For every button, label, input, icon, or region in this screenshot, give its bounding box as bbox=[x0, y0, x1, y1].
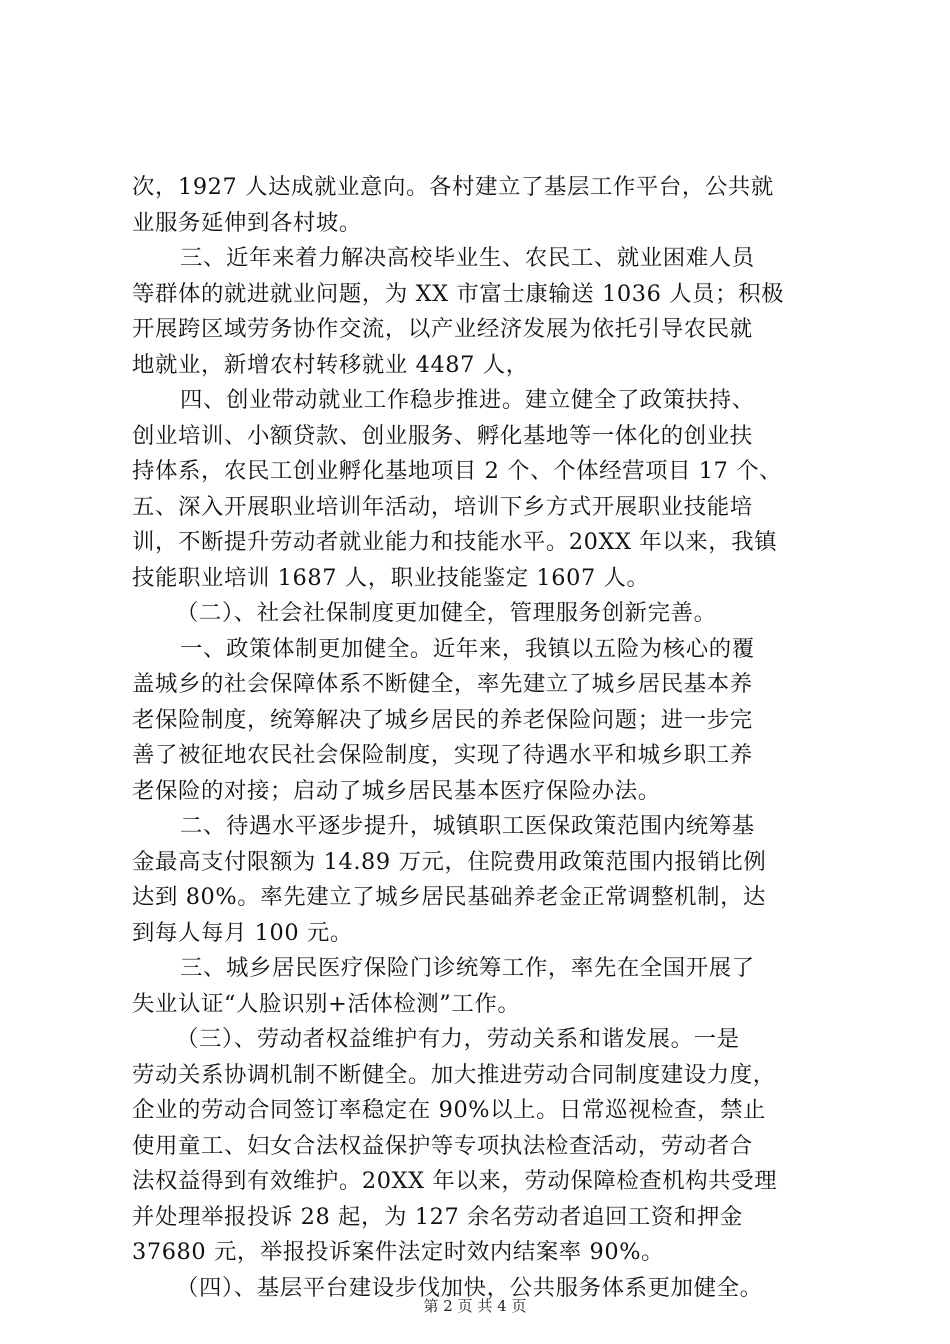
body-text bbox=[132, 170, 844, 1306]
text-line: 失业认证“人脸识别+活体检测”工作。 bbox=[132, 990, 521, 1017]
text-line: 企业的劳动合同签订率稳定在 90%以上。日常巡视检查，禁止 bbox=[132, 1097, 767, 1123]
text-line: 地就业，新增农村转移就业 4487 人， bbox=[132, 351, 529, 378]
text-line: 法权益得到有效维护。20XX 年以来，劳动保障检查机构共受理 bbox=[132, 1168, 778, 1194]
text-line: 次，1927 人达成就业意向。各村建立了基层工作平台，公共就 bbox=[132, 174, 774, 200]
text-line: 二、待遇水平逐步提升，城镇职工医保政策范围内统筹基 bbox=[180, 813, 755, 839]
text-line: 技能职业培训 1687 人，职业技能鉴定 1607 人。 bbox=[132, 564, 650, 591]
text-line: 业服务延伸到各村坡。 bbox=[132, 209, 362, 236]
text-line: 等群体的就进就业问题，为 XX 市富士康输送 1036 人员；积极 bbox=[132, 280, 785, 307]
text-line: 五、深入开展职业培训年活动，培训下乡方式开展职业技能培 bbox=[132, 493, 753, 520]
text-line: 劳动关系协调机制不断健全。加大推进劳动合同制度建设力度， bbox=[132, 1061, 776, 1088]
text-line: 三、城乡居民医疗保险门诊统筹工作，率先在全国开展了 bbox=[180, 955, 755, 981]
text-line: 训，不断提升劳动者就业能力和技能水平。20XX 年以来，我镇 bbox=[132, 529, 778, 555]
text-line: 一、政策体制更加健全。近年来，我镇以五险为核心的覆 bbox=[180, 635, 755, 662]
section-heading: （三）、劳动者权益维护有力，劳动关系和谐发展。一是 bbox=[176, 1026, 740, 1052]
text-line: 盖城乡的社会保障体系不断健全，率先建立了城乡居民基本养 bbox=[132, 671, 753, 697]
section-heading: （二）、社会社保制度更加健全，管理服务创新完善。 bbox=[176, 600, 717, 626]
text-line: 金最高支付限额为 14.89 万元，住院费用政策范围内报销比例 bbox=[132, 848, 767, 875]
text-line: 三、近年来着力解决高校毕业生、农民工、就业困难人员 bbox=[180, 245, 755, 271]
text-line: 37680 元，举报投诉案件法定时效内结案率 90%。 bbox=[132, 1239, 665, 1265]
text-line: 老保险的对接；启动了城乡居民基本医疗保险办法。 bbox=[132, 777, 661, 804]
text-line: 善了被征地农民社会保险制度，实现了待遇水平和城乡职工养 bbox=[132, 742, 753, 768]
text-line: 到每人每月 100 元。 bbox=[132, 919, 353, 946]
text-line: 创业培训、小额贷款、创业服务、孵化基地等一体化的创业扶 bbox=[132, 422, 753, 449]
text-line: 四、创业带动就业工作稳步推进。建立健全了政策扶持、 bbox=[180, 387, 755, 413]
text-line: 老保险制度，统筹解决了城乡居民的养老保险问题；进一步完 bbox=[132, 706, 753, 733]
text-line: 使用童工、妇女合法权益保护等专项执法检查活动，劳动者合 bbox=[132, 1132, 753, 1159]
text-line: 达到 80%。率先建立了城乡居民基础养老金正常调整机制，达 bbox=[132, 884, 767, 910]
text-line: 开展跨区域劳务协作交流，以产业经济发展为依托引导农民就 bbox=[132, 316, 753, 342]
text-line: 并处理举报投诉 28 起，为 127 余名劳动者追回工资和押金 bbox=[132, 1203, 743, 1230]
page-footer: 第 2 页 共 4 页 bbox=[423, 1297, 527, 1315]
text-line: 持体系，农民工创业孵化基地项目 2 个、个体经营项目 17 个、 bbox=[132, 458, 783, 484]
section-heading: （四）、基层平台建设步伐加快，公共服务体系更加健全。 bbox=[176, 1274, 763, 1301]
